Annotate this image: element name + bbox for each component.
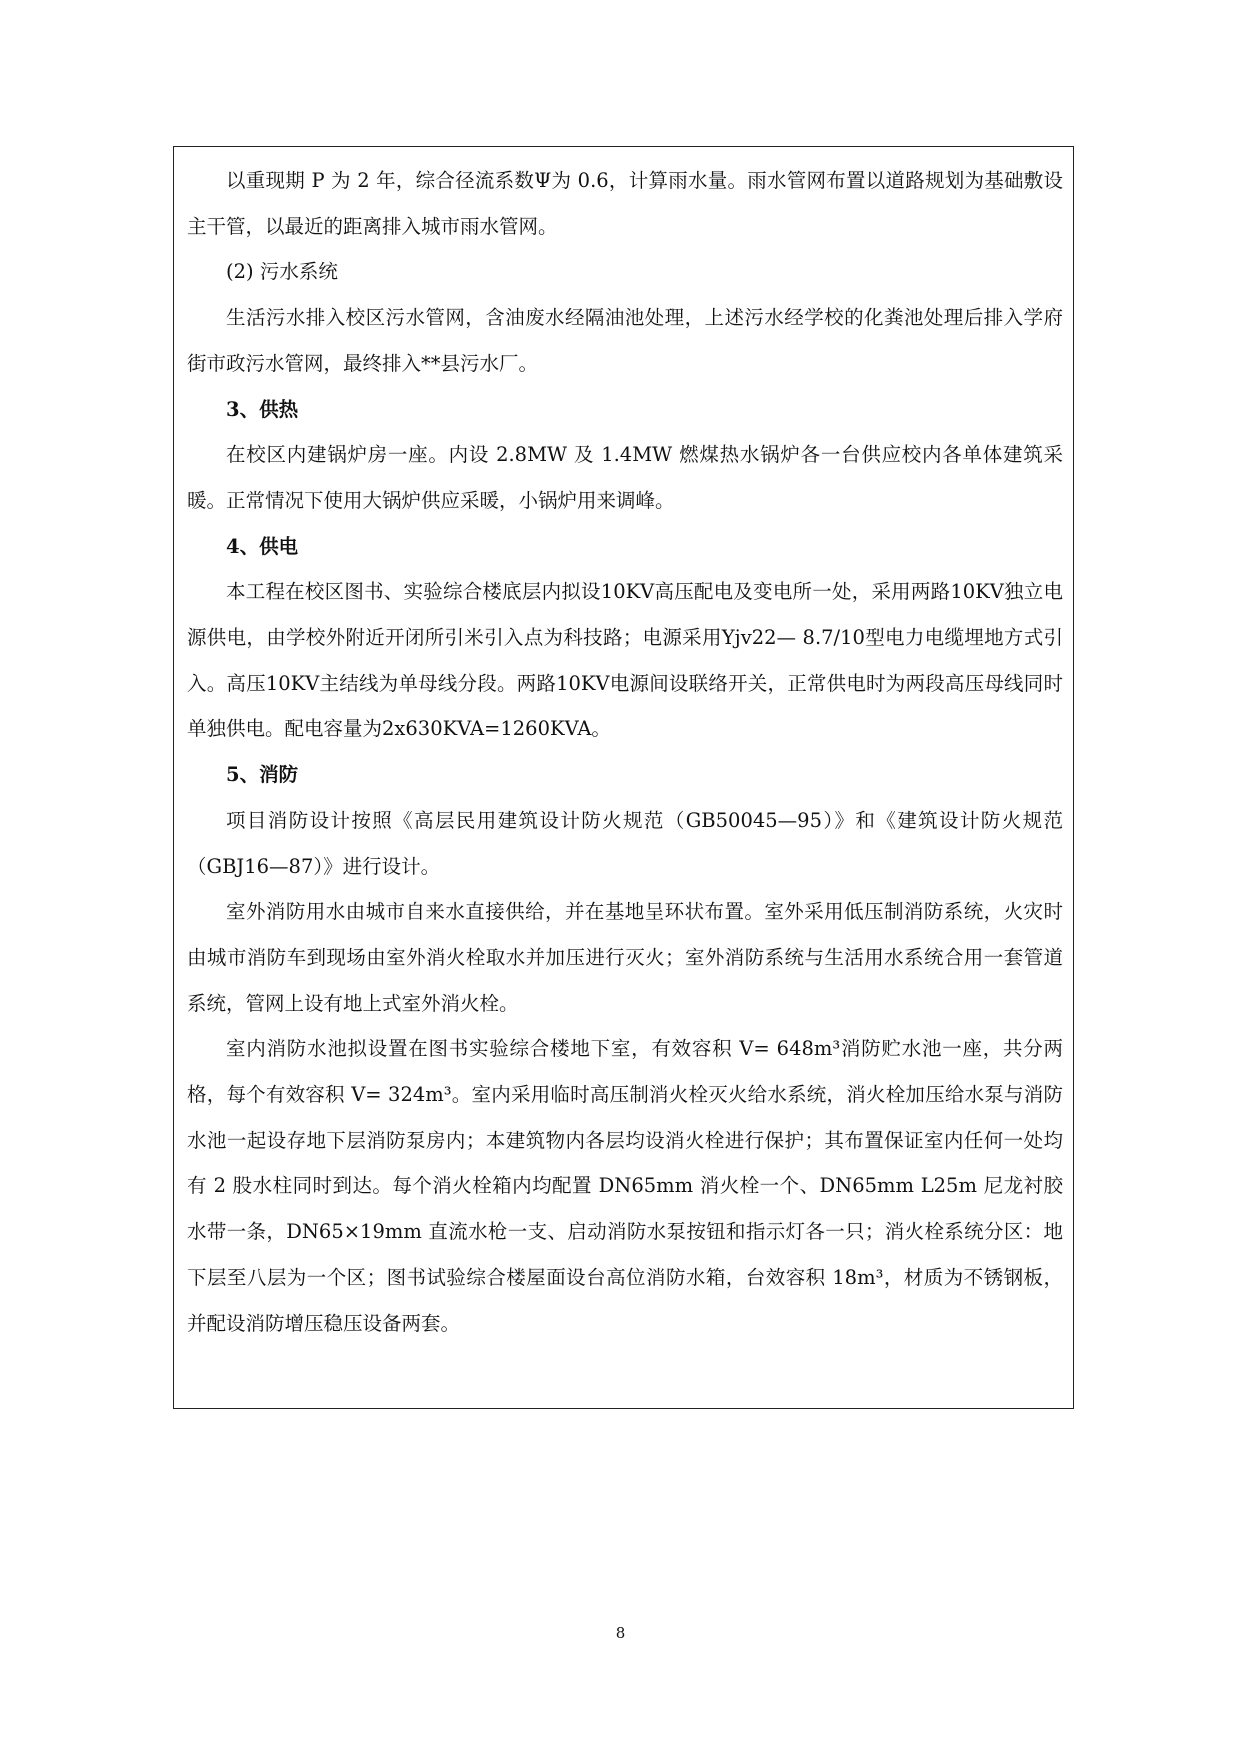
fire-standards-paragraph: 项目消防设计按照《高层民用建筑设计防火规范（GB50045—95）》和《建筑设计防火规范（GBJ16—87）》进行设计。 <box>187 808 1063 878</box>
heating-heading: 3、供热 <box>226 397 299 421</box>
power-paragraph: 本工程在校区图书、实验综合楼底层内拟设10KV高压配电及变电所一处，采用两路10KV独立电源供电，由学校外附近开闭所引米引入点为科技路；电源采用Yjv22— 8.7/10型电力电缆埋地方式引入。高压10KV主结线为单母线分段。两路10KV电源间设联络开关，正常供电时为两段高压母线同时单独供电。配电容量为2x630KVA=1260KVA。 <box>187 580 1063 741</box>
indoor-fire-paragraph: 室内消防水池拟设置在图书实验综合楼地下室，有效容积 V= 648m³消防贮水池一座，共分两格，每个有效容积 V= 324m³。室内采用临时高压制消火栓灭火给水系统，消火栓加压给水泵与消防水池一起设存地下层消防泵房内；本建筑物内各层均设消火栓进行保护；其布置保证室内任何一处均有 2 股水柱同时到达。每个消火栓箱内均配置 DN65mm 消火栓一个、DN65mm L25m 尼龙衬胶水带一条，DN65×19mm 直流水枪一支、启动消防水泵按钮和指示灯各一只；消火栓系统分区：地下层至八层为一个区；图书试验综合楼屋面设台高位消防水箱，台效容积 18m³，材质为不锈钢板，并配设消防增压稳压设备两套。 <box>187 1037 1063 1335</box>
power-heading: 4、供电 <box>226 534 299 558</box>
outdoor-fire-paragraph: 室外消防用水由城市自来水直接供给，并在基地呈环状布置。室外采用低压制消防系统，火灾时由城市消防车到现场由室外消火栓取水并加压进行灭火；室外消防系统与生活用水系统合用一套管道系统，管网上设有地上式室外消火栓。 <box>187 900 1063 1015</box>
fire-heading: 5、消防 <box>226 763 299 787</box>
heating-paragraph: 在校区内建锅炉房一座。内设 2.8MW 及 1.4MW 燃煤热水锅炉各一台供应校内各单体建筑采暖。正常情况下使用大锅炉供应采暖，小锅炉用来调峰。 <box>187 443 1063 512</box>
page-number: 8 <box>615 1624 626 1642</box>
rainwater-paragraph: 以重现期 P 为 2 年，综合径流系数Ψ为 0.6，计算雨水量。雨水管网布置以道路规划为基础敷设主干管，以最近的距离排入城市雨水管网。 <box>187 169 1063 238</box>
document-body <box>187 158 1063 1346</box>
sewage-paragraph: 生活污水排入校区污水管网，含油废水经隔油池处理，上述污水经学校的化粪池处理后排入学府街市政污水管网，最终排入**县污水厂。 <box>187 306 1063 375</box>
sewage-subheading: (2) 污水系统 <box>226 260 338 284</box>
